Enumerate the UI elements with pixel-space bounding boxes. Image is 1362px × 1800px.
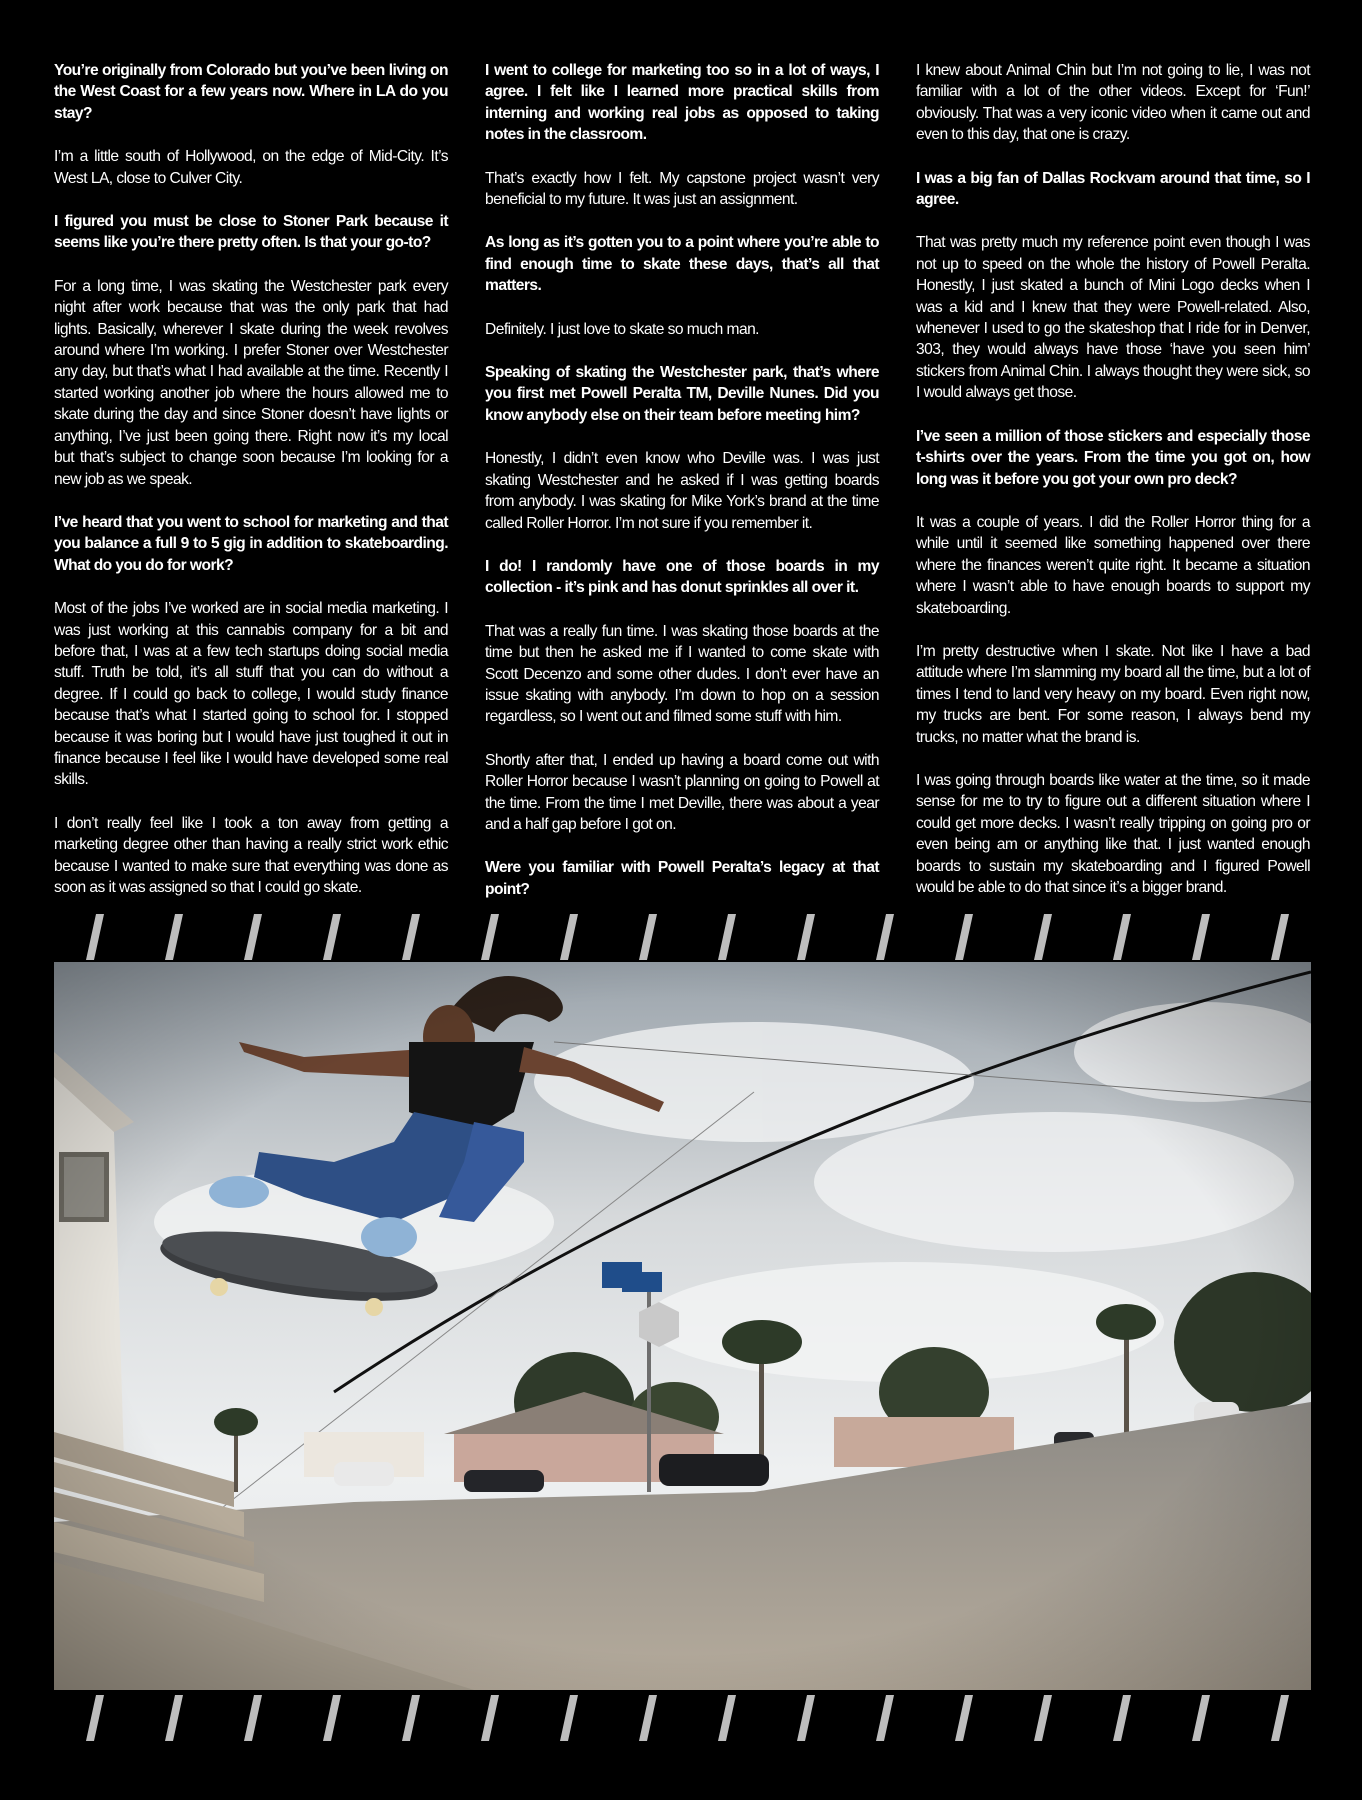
interview-question: I went to college for marketing too so in a lot of ways, I agree. I felt like I learned more practical skills from interning and working real jobs as opposed to taking notes in the classroom. [485,62,879,144]
interview-answer: I knew about Animal Chin but I’m not going to lie, I was not familiar with a lot of the other videos. Except for ‘Fun!’ obviously. That was a very iconic video when it came out and even to this day, that one is crazy. [916,62,1310,144]
text-column-3 [916,60,1310,900]
text-column-2 [485,60,879,900]
sprocket-hole [402,1695,420,1741]
interview-answer: It was a couple of years. I did the Roller Horror thing for a while until it seemed like something happened over there where the finances weren’t quite right. It became a situation where I wasn’t able to have enough boards to support my skateboarding. [916,513,1310,617]
sprocket-hole [955,914,973,960]
sprocket-hole [165,1695,183,1741]
sprocket-hole [718,1695,736,1741]
interview-answer: That was a really fun time. I was skating those boards at the time but then he asked me if I wanted to come skate with Scott Decenzo and some other dudes. I don’t ever have an issue skating with anybody. I’m down to hop on a session regardless, so I went out and filmed some stuff with him. [485,622,879,726]
sprocket-hole [1113,914,1131,960]
interview-answer: Honestly, I didn’t even know who Deville was. I was just skating Westchester and he asked if I was getting boards from anybody. I was skating for Mike York’s brand at the time called Roller Horror. I’m not sure if you remember it. [485,450,879,532]
interview-answer: That was pretty much my reference point even though I was not up to speed on the whole the history of Powell Peralta. Honestly, I just skated a bunch of Mini Logo decks when I was a kid and I knew that they were Powell-related. Also, whenever I used to go the skateshop that I ride for in Denver, 303, they would always have those ‘have you seen him’ stickers from Animal Chin. I always thought they were sick, so I would always get those. [916,234,1310,402]
interview-answer: I’m a little south of Hollywood, on the edge of Mid-City. It’s West LA, close to Culver City. [54,148,448,187]
interview-answer: Most of the jobs I’ve worked are in social media marketing. I was just working at this cannabis company for a bit and before that, I was at a few tech startups doing social media stuff. Truth be told, it’s all stuff that you can do without a degree. If I could go back to college, I would study finance because that’s what I started going to school for. I stopped because it was boring but I would have just toughed it out in finance because I feel like I would have developed some real skills. [54,600,448,789]
interview-question: I do! I randomly have one of those boards in my collection - it’s pink and has donut sprinkles all over it. [485,557,879,597]
interview-answer: That’s exactly how I felt. My capstone project wasn’t very beneficial to my future. It was just an assignment. [485,169,879,209]
sprocket-hole [1271,914,1289,960]
sprocket-hole [639,1695,657,1741]
interview-question: I’ve heard that you went to school for marketing and that you balance a full 9 to 5 gig in addition to skateboarding. What do you do for work? [54,513,448,574]
sprocket-hole [1192,1695,1210,1741]
sprocket-hole [1192,914,1210,960]
sprocket-hole [165,914,183,960]
interview-answer: For a long time, I was skating the Westchester park every night after work because that was the only park that had lights. Basically, wherever I skate during the week revolves around where I’m working. I prefer Stoner over Westchester any day, but that’s what I had available at the time. Recently I started working another job where the hours allowed me to skate during the day and since Stoner doesn’t have lights or anything, I’ve just been going there. Right now it’s my local but that’s subject to change soon because I’m looking for a new job as we speak. [54,277,448,488]
sprocket-hole [560,1695,578,1741]
sprocket-hole [876,914,894,960]
interview-question: You’re originally from Colorado but you’ve been living on the West Coast for a few years now. Where in LA do you stay? [54,62,448,122]
sprocket-hole [323,1695,341,1741]
sprocket-hole [718,914,736,960]
sprocket-hole [244,1695,262,1741]
interview-question: Speaking of skating the Westchester park, that’s where you first met Powell Peralta TM, Deville Nunes. Did you know anybody else on their team before meeting him? [485,364,879,424]
sprocket-hole [244,914,262,960]
interview-answer: Shortly after that, I ended up having a board come out with Roller Horror because I wasn’t planning on going to Powell at the time. From the time I met Deville, there was about a year and a half gap before I got on. [485,751,879,833]
interview-question: As long as it’s gotten you to a point where you’re able to find enough time to skate these days, that’s all that matters. [485,234,879,295]
sprocket-hole [1034,914,1052,960]
sprocket-hole [797,914,815,960]
film-sprocket-strip-top [0,912,1362,962]
interview-question: I’ve seen a million of those stickers and especially those t-shirts over the years. From the time you got on, how long was it before you got your own pro deck? [916,427,1310,488]
text-column-1 [54,60,448,900]
interview-question: Were you familiar with Powell Peralta’s legacy at that point? [485,859,879,898]
sprocket-hole [560,914,578,960]
interview-answer: I don’t really feel like I took a ton away from getting a marketing degree other than having a really strict work ethic because I wanted to make sure that everything was done as soon as it was assigned so that I could go skate. [54,814,448,896]
skateboarder-photo [54,962,1311,1690]
sprocket-hole [323,914,341,960]
sprocket-hole [1113,1695,1131,1741]
sprocket-hole [1271,1695,1289,1741]
sprocket-hole [481,914,499,960]
photo-illustration [54,962,1311,1690]
film-sprocket-strip-bottom [0,1693,1362,1743]
sprocket-hole [402,914,420,960]
interview-question: I figured you must be close to Stoner Park because it seems like you’re there pretty often. Is that your go-to? [54,213,448,252]
interview-answer: I was going through boards like water at the time, so it made sense for me to try to figure out a different situation where I could get more decks. I wasn’t really tripping on going pro or even being am or anything like that. I just wanted enough boards to sustain my skateboarding and I figured Powell would be able to do that since it’s a bigger brand. [916,771,1310,896]
interview-answer: Definitely. I just love to skate so much man. [485,320,759,338]
sprocket-hole [797,1695,815,1741]
sprocket-hole [86,1695,104,1741]
sprocket-hole [86,914,104,960]
interview-text-columns [54,60,1310,900]
sprocket-hole [639,914,657,960]
interview-answer: I’m pretty destructive when I skate. Not like I have a bad attitude where I’m slamming my board all the time, but a lot of times I tend to land very heavy on my board. Even right now, my trucks are bent. For some reason, I always bend my trucks, no matter what the brand is. [916,642,1310,746]
sprocket-hole [955,1695,973,1741]
sprocket-hole [1034,1695,1052,1741]
interview-question: I was a big fan of Dallas Rockvam around that time, so I agree. [916,169,1310,209]
sprocket-hole [876,1695,894,1741]
sprocket-hole [481,1695,499,1741]
